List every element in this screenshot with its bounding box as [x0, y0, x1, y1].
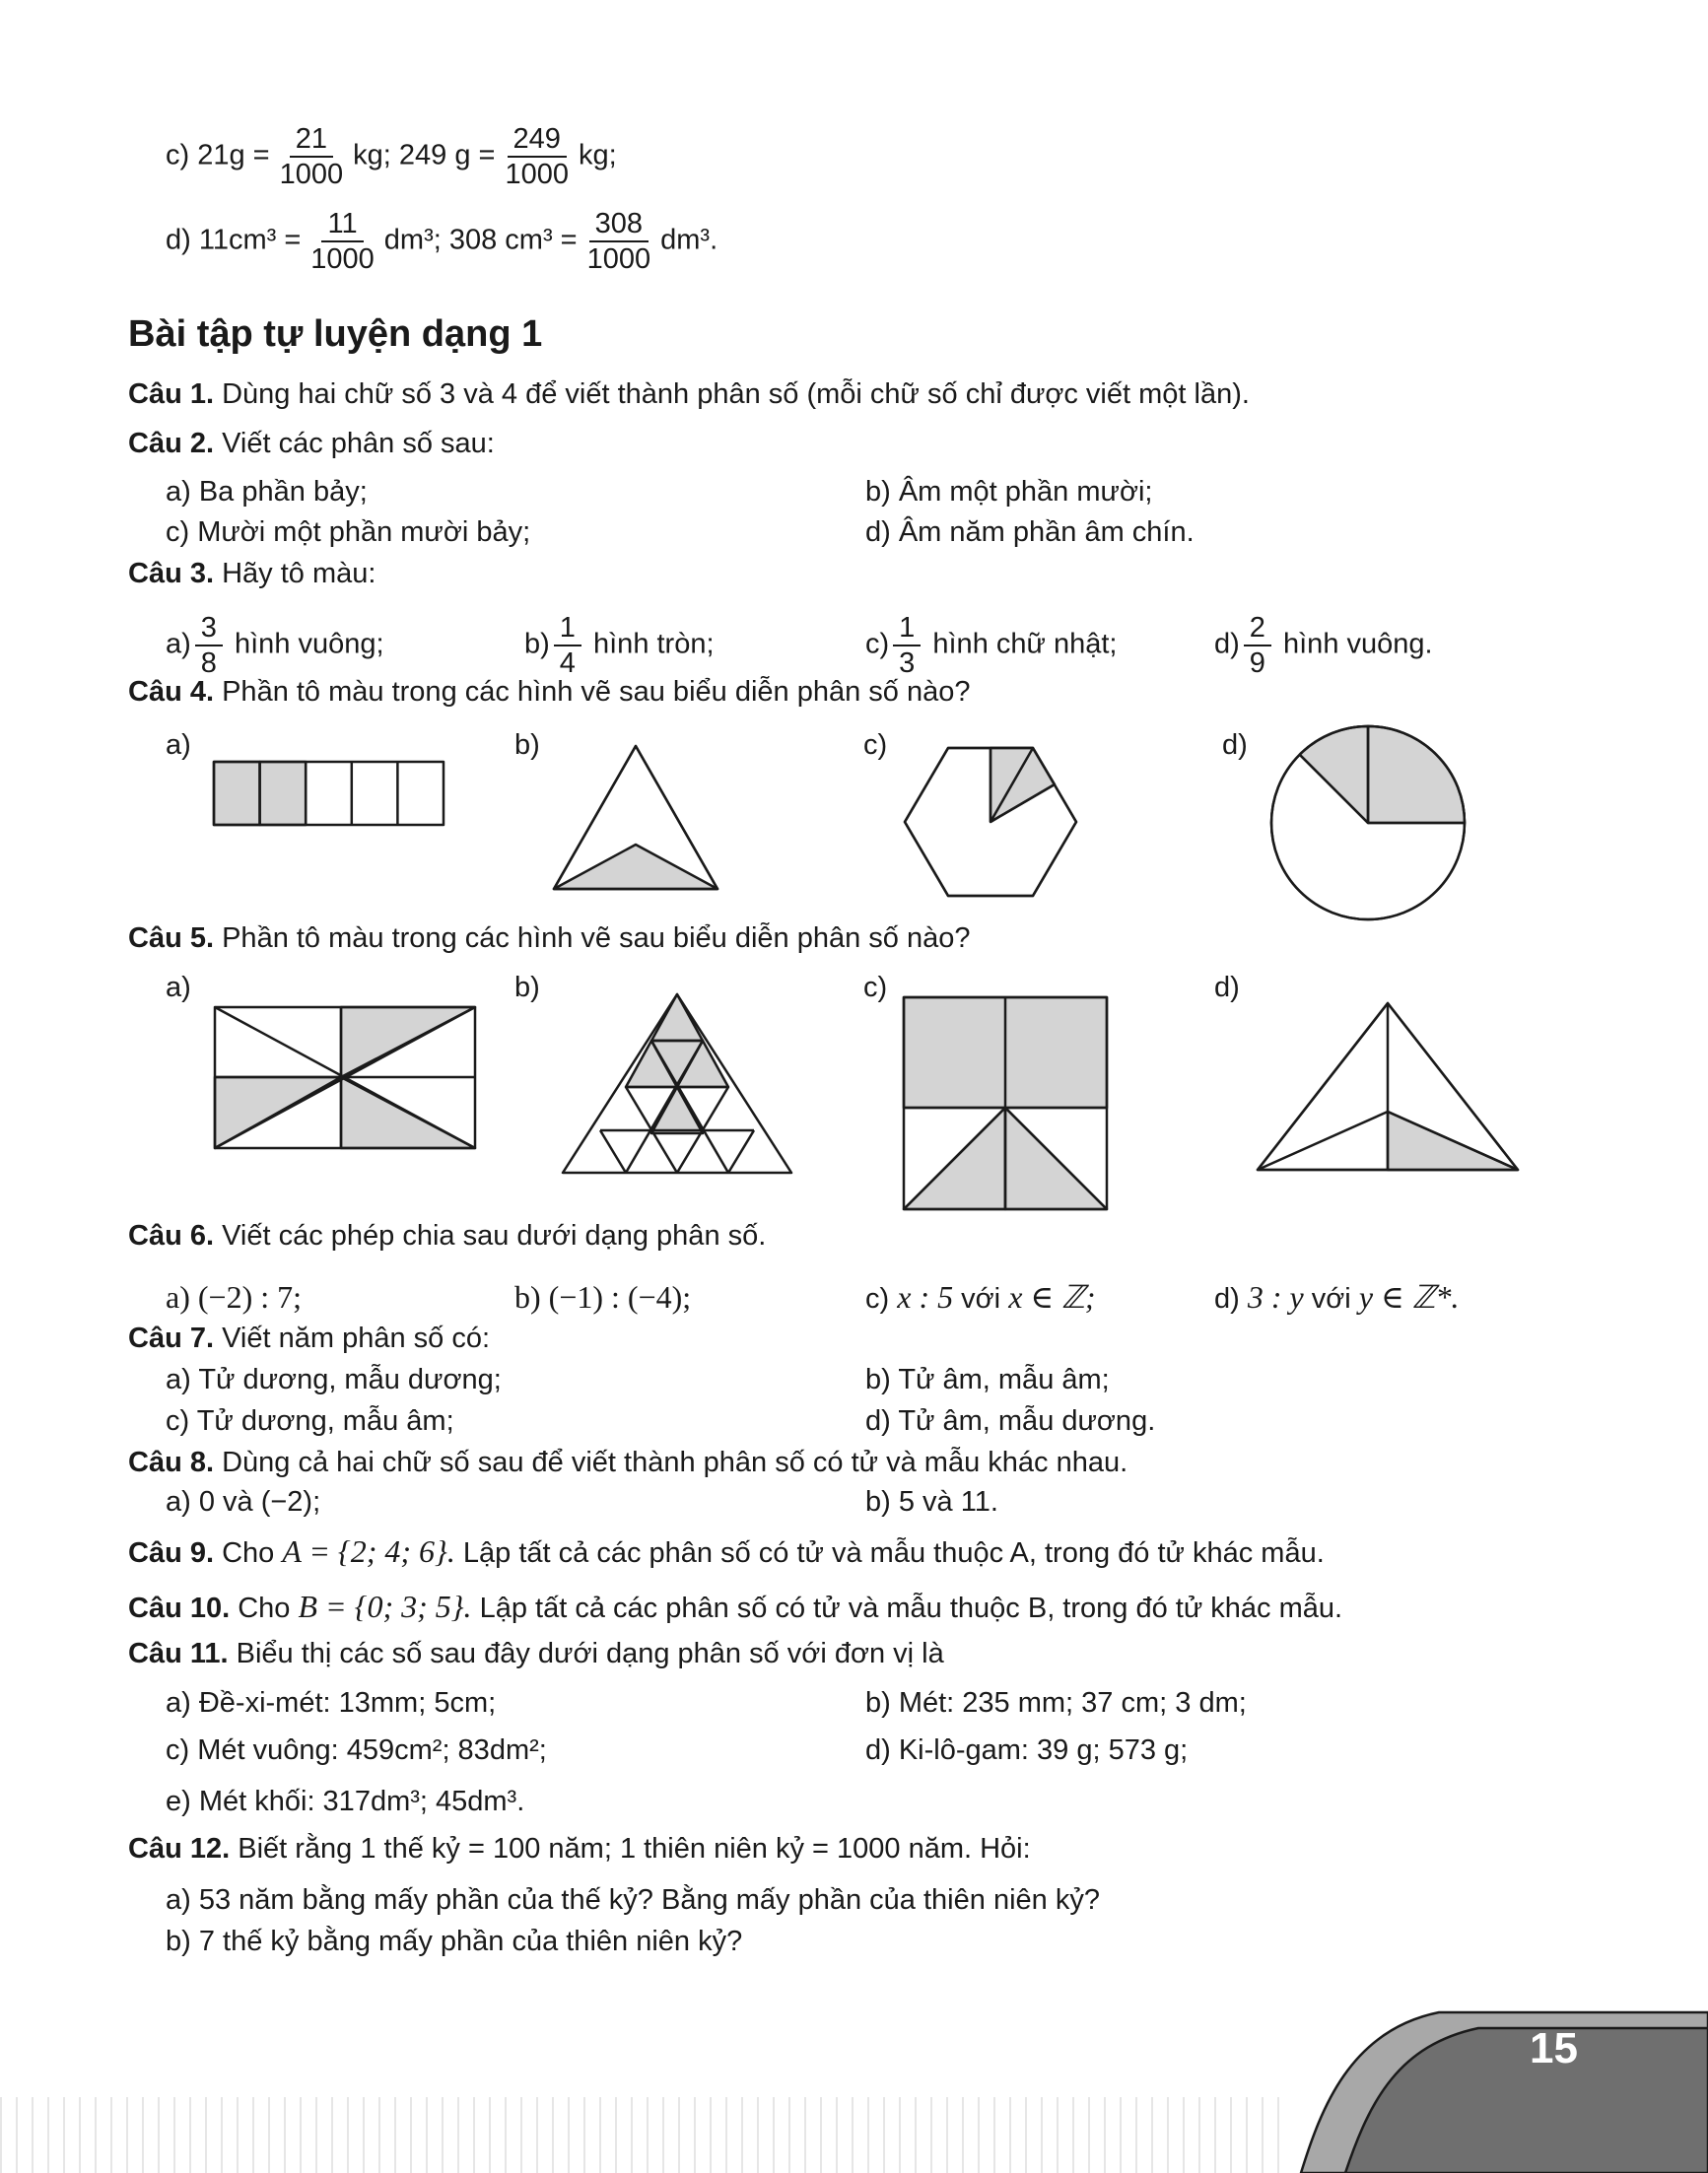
question-6: Câu 6. Viết các phép chia sau dưới dạng phân số.	[128, 1220, 767, 1252]
q12-option-a: a) 53 năm bằng mấy phần của thế kỷ? Bằng mấy phần của thiên niên kỷ?	[166, 1884, 1100, 1916]
question-5: Câu 5. Phần tô màu trong các hình vẽ sau biểu diễn phân số nào?	[128, 922, 971, 954]
q6-option-c: c) x : 5 với x ∈ ℤ;	[865, 1279, 1096, 1315]
q4-figure-b-triangle	[547, 739, 724, 897]
q8-option-b: b) 5 và 11.	[865, 1486, 998, 1518]
question-2: Câu 2. Viết các phân số sau:	[128, 428, 495, 459]
q2-option-d: d) Âm năm phần âm chín.	[865, 516, 1195, 548]
question-8: Câu 8. Dùng cả hai chữ số sau để viết thành phân số có tử và mẫu khác nhau.	[128, 1447, 1128, 1478]
fraction: $\frac{308}{1000}$	[586, 208, 651, 275]
q6-option-b: b) (−1) : (−4);	[514, 1279, 692, 1315]
q2-option-c: c) Mười một phần mười bảy;	[166, 516, 531, 548]
q8-option-a: a) 0 và (−2);	[166, 1486, 321, 1518]
q11-option-d: d) Ki-lô-gam: 39 g; 573 g;	[865, 1734, 1189, 1766]
q4-label-c: c)	[863, 729, 888, 761]
question-4: Câu 4. Phần tô màu trong các hình vẽ sau biểu diễn phân số nào?	[128, 676, 971, 708]
q4-figure-c-hexagon	[897, 743, 1084, 901]
q4-figure-a-rectangle	[207, 754, 453, 833]
fraction: $\frac{21}{1000}$	[279, 123, 344, 190]
q12-option-b: b) 7 thế kỷ bằng mấy phần của thiên niên kỷ?	[166, 1926, 743, 1957]
q4-figure-d-circle	[1262, 719, 1469, 926]
q4-label-a: a)	[166, 729, 191, 761]
q5-figure-a-rectangle	[207, 1000, 483, 1158]
q2-option-a: a) Ba phần bảy;	[166, 476, 368, 508]
question-10: Câu 10. Cho B = {0; 3; 5}. Lập tất cả các phân số có tử và mẫu thuộc B, trong đó tử khác mẫu.	[128, 1589, 1343, 1624]
q7-option-b: b) Tử âm, mẫu âm;	[865, 1364, 1110, 1395]
q3-option-a: a) $\frac{3}{8}$ hình vuông;	[166, 612, 384, 679]
q11-option-a: a) Đề-xi-mét: 13mm; 5cm;	[166, 1687, 497, 1719]
q3-option-c: c) $\frac{1}{3}$ hình chữ nhật;	[865, 612, 1118, 679]
q5-label-c: c)	[863, 972, 888, 1003]
question-3: Câu 3. Hãy tô màu:	[128, 558, 376, 589]
q11-option-e: e) Mét khối: 317dm³; 45dm³.	[166, 1786, 525, 1817]
q5-label-d: d)	[1214, 972, 1240, 1003]
q4-label-d: d)	[1222, 729, 1248, 761]
page-number: 15	[1530, 2024, 1578, 2072]
q4-label-b: b)	[514, 729, 540, 761]
q7-option-a: a) Tử dương, mẫu dương;	[166, 1364, 502, 1395]
question-11: Câu 11. Biểu thị các số sau đây dưới dạng phân số với đơn vị là	[128, 1638, 944, 1669]
q5-label-a: a)	[166, 972, 191, 1003]
q6-option-a: a) (−2) : 7;	[166, 1279, 302, 1315]
q7-option-c: c) Tử dương, mẫu âm;	[166, 1405, 454, 1437]
q5-figure-c-square	[897, 990, 1114, 1217]
fraction: $\frac{11}{1000}$	[310, 208, 375, 275]
section-heading: Bài tập tự luyện dạng 1	[128, 313, 543, 355]
question-1: Câu 1. Dùng hai chữ số 3 và 4 để viết thành phân số (mỗi chữ số chỉ được viết một lần).	[128, 378, 1250, 410]
q2-option-b: b) Âm một phần mười;	[865, 476, 1153, 508]
q3-option-b: b) $\frac{1}{4}$ hình tròn;	[524, 612, 715, 679]
q11-option-b: b) Mét: 235 mm; 37 cm; 3 dm;	[865, 1687, 1247, 1719]
q7-option-d: d) Tử âm, mẫu dương.	[865, 1405, 1156, 1437]
q11-option-c: c) Mét vuông: 459cm²; 83dm²;	[166, 1734, 547, 1766]
question-7: Câu 7. Viết năm phân số có:	[128, 1323, 491, 1354]
q5-figure-d-triangle	[1252, 997, 1528, 1180]
question-9: Câu 9. Cho A = {2; 4; 6}. Lập tất cả các phân số có tử và mẫu thuộc A, trong đó tử khác mẫu.	[128, 1533, 1325, 1569]
q6-option-d: d) 3 : y với y ∈ ℤ*.	[1214, 1279, 1460, 1315]
q5-label-b: b)	[514, 972, 540, 1003]
page-number-banner	[1242, 1991, 1708, 2173]
fraction: $\frac{249}{1000}$	[505, 123, 569, 190]
answer-d: d) 11cm³ = $\frac{11}{1000}$ dm³; 308 cm³ = $\frac{308}{1000}$ dm³.	[166, 208, 718, 275]
question-12: Câu 12. Biết rằng 1 thế kỷ = 100 năm; 1 thiên niên kỷ = 1000 năm. Hỏi:	[128, 1833, 1031, 1865]
q5-figure-b-triangle	[557, 990, 803, 1178]
q3-option-d: d) $\frac{2}{9}$ hình vuông.	[1214, 612, 1433, 679]
answer-c: c) 21g = $\frac{21}{1000}$ kg; 249 g = $\frac{249}{1000}$ kg;	[166, 123, 617, 190]
footer-stripes	[0, 2097, 1281, 2173]
